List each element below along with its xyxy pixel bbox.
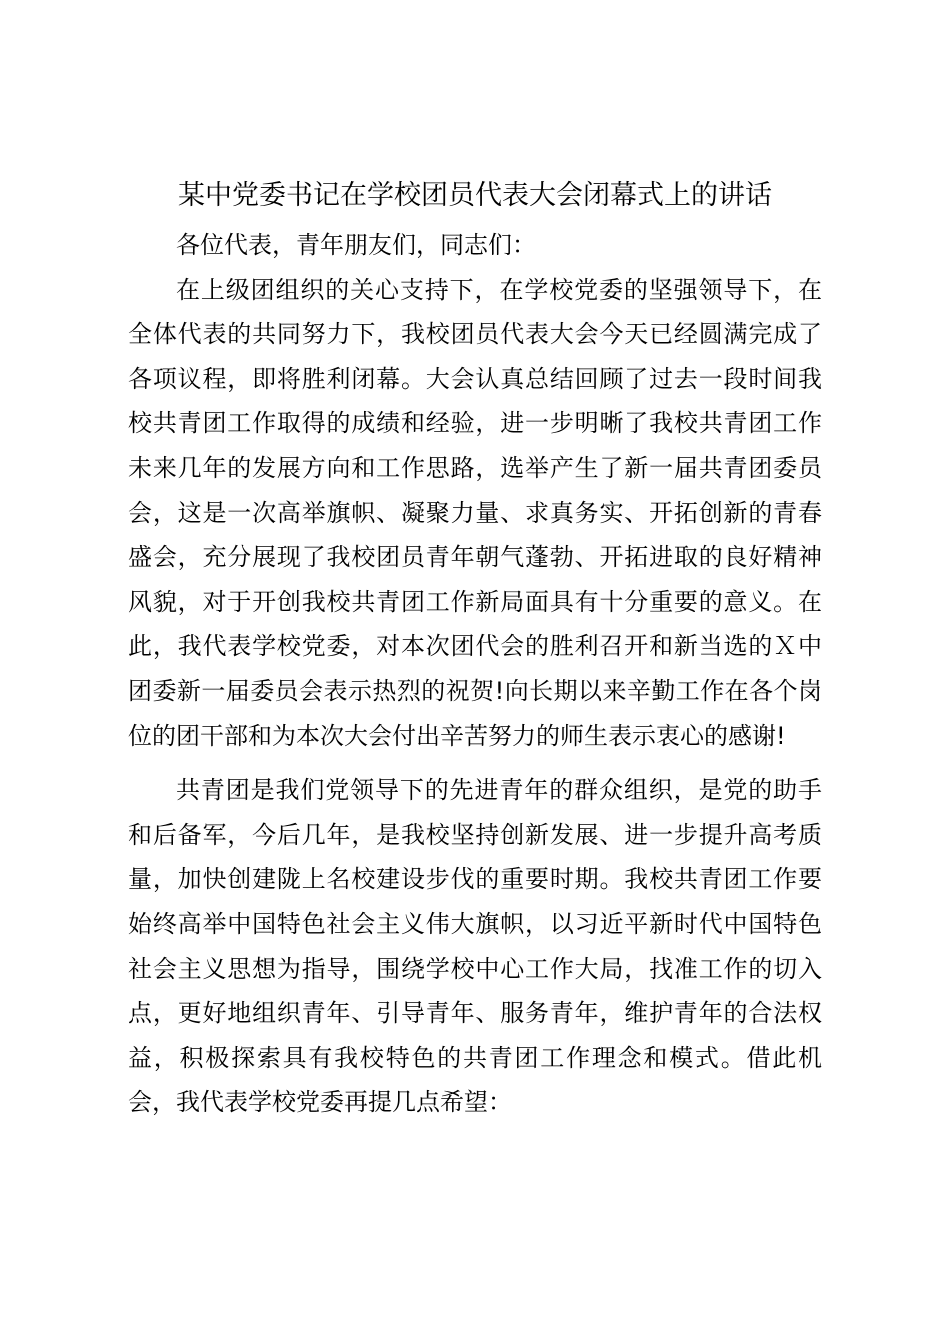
paragraph-2: 共青团是我们党领导下的先进青年的群众组织，是党的助手和后备军，今后几年，是我校坚持创新发展、进一步提升高考质量，加快创建陇上名校建设步伐的重要时期。我校共青团工作要始终高举中国特色社会主义伟大旗帜，以习近平新时代中国特色社会主义思想为指导，围绕学校中心工作大局，找准工作的切入点，更好地组织青年、引导青年、服务青年，维护青年的合法权益，积极探索具有我校特色的共青团工作理念和模式。借此机会，我代表学校党委再提几点希望： — [128, 776, 822, 1117]
document-body — [128, 223, 822, 1125]
document-title: 某中党委书记在学校团员代表大会闭幕式上的讲话 — [178, 180, 772, 211]
paragraph-1: 在上级团组织的关心支持下，在学校党委的坚强领导下，在全体代表的共同努力下，我校团员代表大会今天已经圆满完成了各项议程，即将胜利闭幕。大会认真总结回顾了过去一段时间我校共青团工作取得的成绩和经验，进一步明晰了我校共青团工作未来几年的发展方向和工作思路，选举产生了新一届共青团委员会，这是一次高举旗帜、凝聚力量、求真务实、开拓创新的青春盛会，充分展现了我校团员青年朝气蓬勃、开拓进取的良好精神风貌，对于开创我校共青团工作新局面具有十分重要的意义。在此，我代表学校党委，对本次团代会的胜利召开和新当选的Ｘ中团委新一届委员会表示热烈的祝贺!向长期以来辛勤工作在各个岗位的团干部和为本次大会付出辛苦努力的师生表示衷心的感谢! — [128, 275, 822, 750]
salutation: 各位代表，青年朋友们，同志们： — [176, 231, 536, 259]
